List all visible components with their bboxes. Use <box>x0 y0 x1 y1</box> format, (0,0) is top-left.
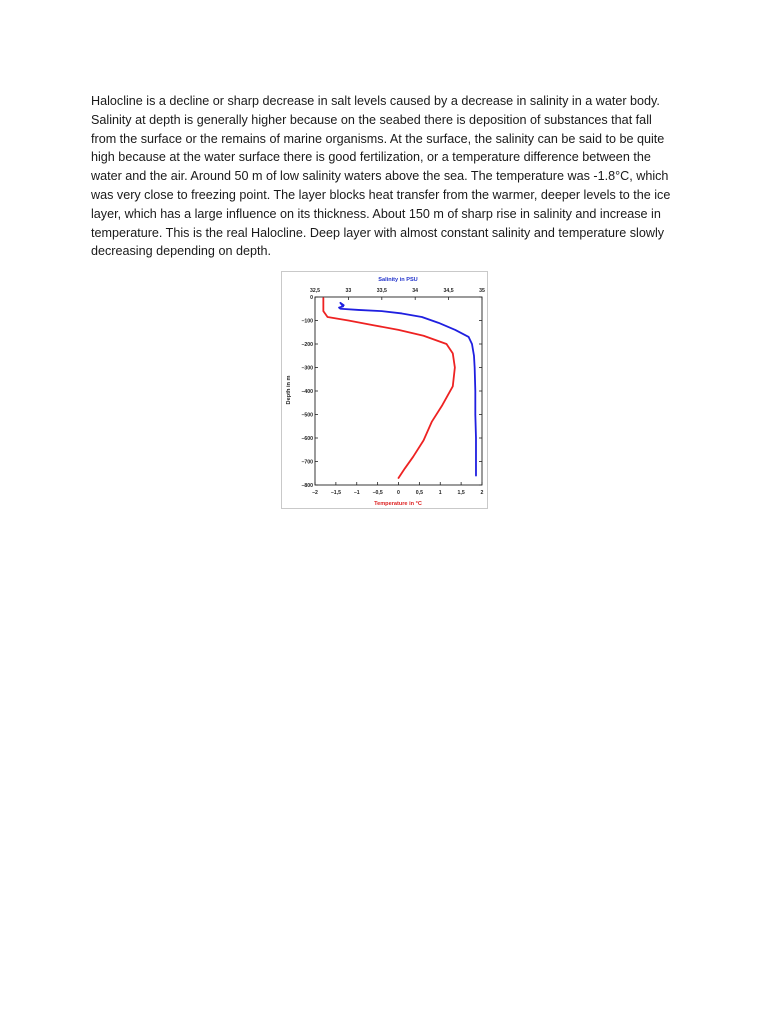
y-tick-label: −700 <box>301 459 313 466</box>
top-tick-label: 35 <box>479 288 485 294</box>
y-tick-label: −400 <box>301 388 313 395</box>
series-layer <box>323 298 476 478</box>
profile-chart <box>282 272 487 508</box>
y-tick-label: −200 <box>301 341 313 348</box>
y-tick-label: −300 <box>301 365 313 372</box>
y-tick-label: 0 <box>310 294 313 301</box>
top-tick-label: 33,5 <box>376 288 387 294</box>
y-tick-label: −600 <box>301 435 313 442</box>
y-axis-label: Depth in m <box>286 375 292 405</box>
text-line: was very close to freezing point. The layer blocks heat transfer from the warmer, deeper levels to the ice <box>91 187 671 202</box>
text-line: water and the air. Around 50 m of low salinity waters above the sea. The temperature was -1.8°C, which <box>91 169 669 184</box>
text-line: Salinity at depth is generally higher because on the seabed there is deposition of substances that fall <box>91 112 652 127</box>
bottom-tick-label: 2 <box>480 490 484 496</box>
bottom-tick-label: −0,5 <box>372 490 383 496</box>
bottom-tick-label: −2 <box>312 490 318 496</box>
y-tick-label: −100 <box>301 318 313 325</box>
top-tick-label: 32,5 <box>309 288 321 294</box>
bottom-tick-label: 0,5 <box>415 490 423 496</box>
y-tick-label: −800 <box>301 482 313 489</box>
bottom-tick-label: 1 <box>438 490 442 496</box>
bottom-tick-label: 0 <box>397 490 400 496</box>
bottom-tick-label: −1 <box>353 490 360 496</box>
text-line: temperature. This is the real Halocline. Deep layer with almost constant salinity and temperature slowly <box>91 225 665 240</box>
bottom-tick-label: 1,5 <box>457 490 465 496</box>
bottom-axis-title: Temperature in °C <box>374 501 422 507</box>
salinity-series-line <box>339 303 476 476</box>
text-line: layer, which has a large influence on its thickness. About 150 m of sharp rise in salinity and increase in <box>91 206 661 221</box>
text-line: Halocline is a decline or sharp decrease in salt levels caused by a decrease in salinity in a water body. <box>91 94 660 108</box>
top-tick-label: 33 <box>345 288 352 294</box>
top-tick-label: 34 <box>412 288 419 294</box>
bottom-tick-label: −1,5 <box>330 490 341 496</box>
temperature-series-line <box>323 298 455 478</box>
plot-frame <box>315 297 482 485</box>
tick-layer <box>301 288 485 496</box>
text-line: from the surface or the remains of marine organisms. At the surface, the salinity can be said to be quite <box>91 131 665 146</box>
y-tick-label: −500 <box>301 412 313 419</box>
body-paragraph <box>91 92 691 261</box>
top-tick-label: 34,5 <box>443 288 454 294</box>
halocline-figure <box>281 271 488 509</box>
text-line: high because at the water surface there is good fertilization, or a temperature difference between the <box>91 150 651 165</box>
text-line: decreasing depending on depth. <box>91 244 271 259</box>
top-axis-title: Salinity in PSU <box>378 277 418 283</box>
